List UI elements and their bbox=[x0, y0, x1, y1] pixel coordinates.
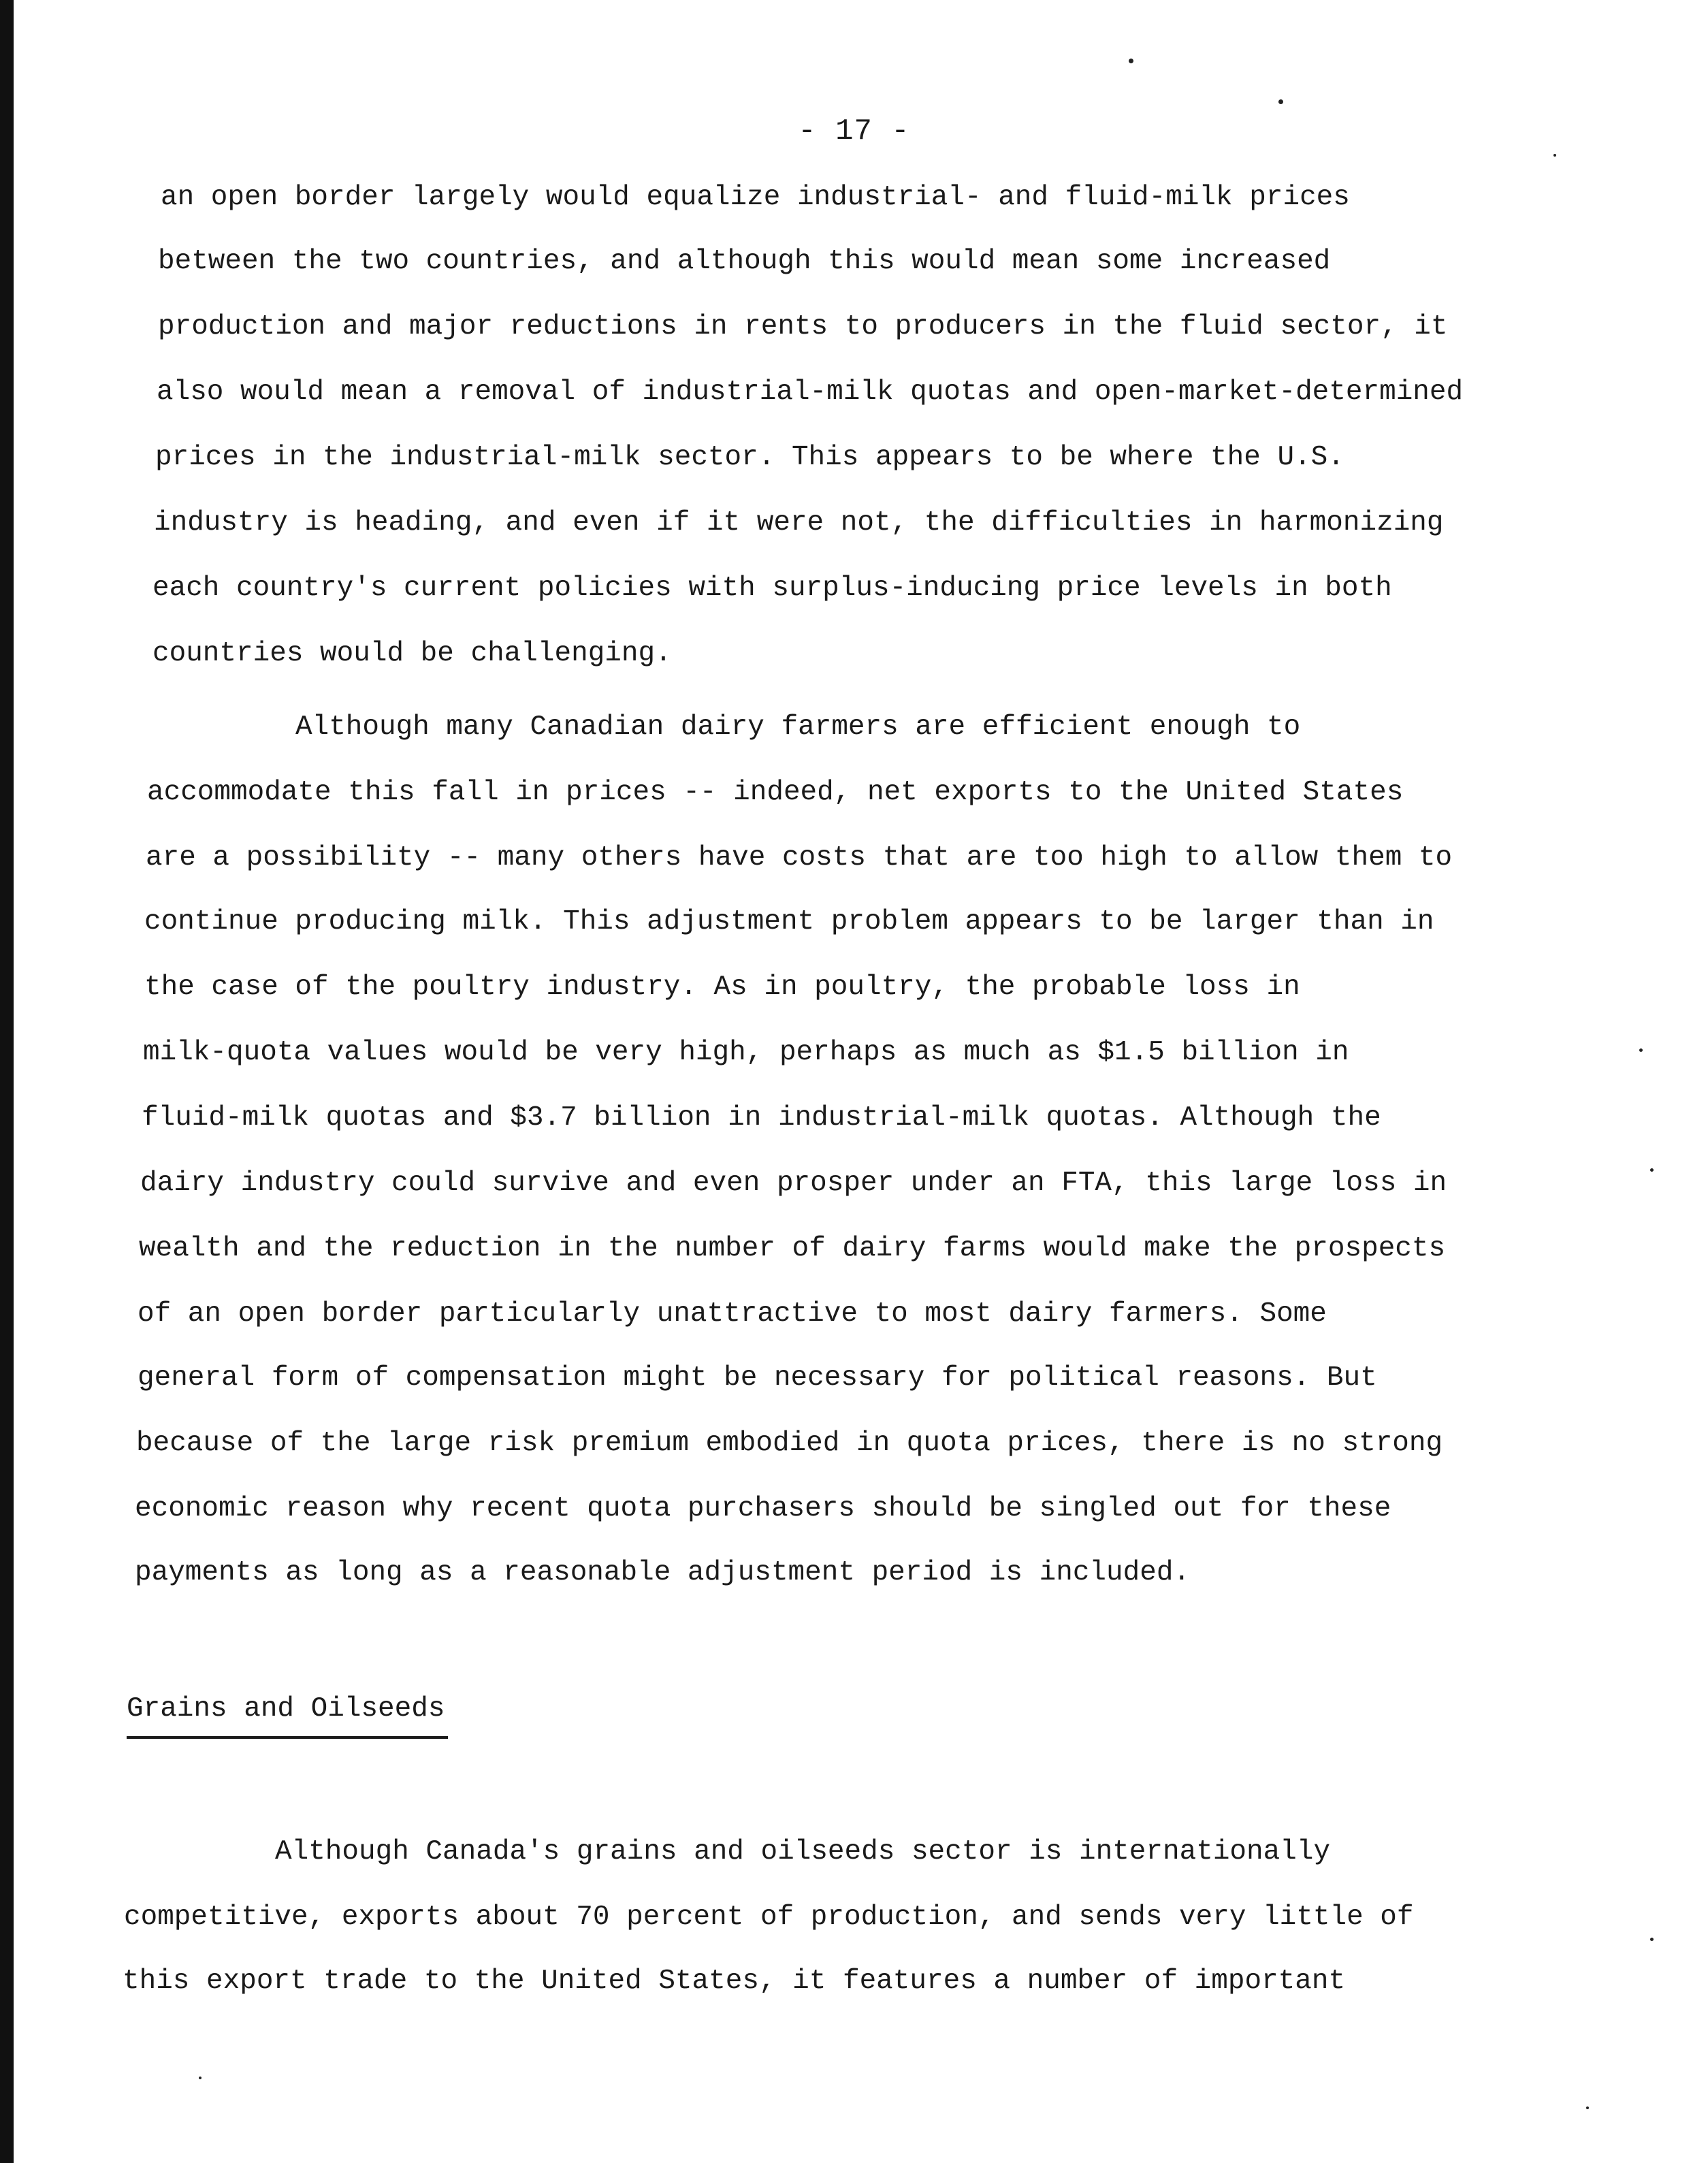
scan-speck bbox=[1650, 1168, 1654, 1172]
paragraph-line: competitive, exports about 70 percent of production, and sends very little of bbox=[124, 1902, 1414, 1933]
page-number: - 17 - bbox=[798, 114, 910, 148]
scan-speck bbox=[1586, 2106, 1589, 2109]
paragraph-line: an open border largely would equalize industrial- and fluid-milk prices bbox=[161, 182, 1350, 213]
paragraph-line: each country's current policies with surplus-inducing price levels in both bbox=[152, 573, 1392, 604]
paragraph-line: payments as long as a reasonable adjustment period is included. bbox=[135, 1557, 1191, 1588]
paragraph-line: Although many Canadian dairy farmers are efficient enough to bbox=[295, 711, 1301, 743]
paragraph-line: milk-quota values would be very high, perhaps as much as $1.5 billion in bbox=[143, 1037, 1349, 1068]
section-heading: Grains and Oilseeds bbox=[127, 1693, 445, 1725]
scan-speck bbox=[1639, 1048, 1643, 1052]
paragraph-line: the case of the poultry industry. As in poultry, the probable loss in bbox=[144, 972, 1300, 1003]
paragraph-line: because of the large risk premium embodied in quota prices, there is no strong bbox=[136, 1428, 1443, 1459]
scan-speck bbox=[1553, 154, 1556, 157]
paragraph-line: general form of compensation might be necessary for political reasons. But bbox=[138, 1362, 1377, 1394]
scan-speck bbox=[1650, 1938, 1654, 1941]
paragraph-line: are a possibility -- many others have costs that are too high to allow them to bbox=[146, 842, 1453, 874]
paragraph-line: continue producing milk. This adjustment problem appears to be larger than in bbox=[144, 906, 1434, 938]
paragraph-line: between the two countries, and although this would mean some increased bbox=[158, 246, 1331, 277]
scan-speck bbox=[1278, 99, 1283, 104]
paragraph-line: this export trade to the United States, it features a number of important bbox=[123, 1966, 1346, 1997]
paragraph-line: wealth and the reduction in the number of dairy farms would make the prospects bbox=[139, 1233, 1446, 1264]
heading-underline bbox=[127, 1736, 448, 1739]
paragraph-line: also would mean a removal of industrial-milk quotas and open-market-determined bbox=[157, 376, 1464, 408]
paragraph-line: Although Canada's grains and oilseeds sector is internationally bbox=[275, 1836, 1331, 1868]
paragraph-line: countries would be challenging. bbox=[152, 638, 672, 669]
paragraph-line: dairy industry could survive and even prosper under an FTA, this large loss in bbox=[140, 1168, 1447, 1199]
paragraph-line: accommodate this fall in prices -- indeed, net exports to the United States bbox=[147, 777, 1404, 808]
scan-left-edge bbox=[0, 0, 14, 2163]
scan-speck bbox=[199, 2077, 202, 2079]
paragraph-line: production and major reductions in rents to producers in the fluid sector, it bbox=[158, 311, 1448, 342]
paragraph-line: of an open border particularly unattractive to most dairy farmers. Some bbox=[138, 1298, 1327, 1330]
scan-speck bbox=[1129, 59, 1133, 63]
paragraph-line: industry is heading, and even if it were not, the difficulties in harmonizing bbox=[154, 507, 1444, 539]
paragraph-line: prices in the industrial-milk sector. This appears to be where the U.S. bbox=[155, 442, 1344, 473]
paragraph-line: fluid-milk quotas and $3.7 billion in industrial-milk quotas. Although the bbox=[142, 1102, 1381, 1134]
paragraph-line: economic reason why recent quota purchasers should be singled out for these bbox=[135, 1493, 1391, 1524]
